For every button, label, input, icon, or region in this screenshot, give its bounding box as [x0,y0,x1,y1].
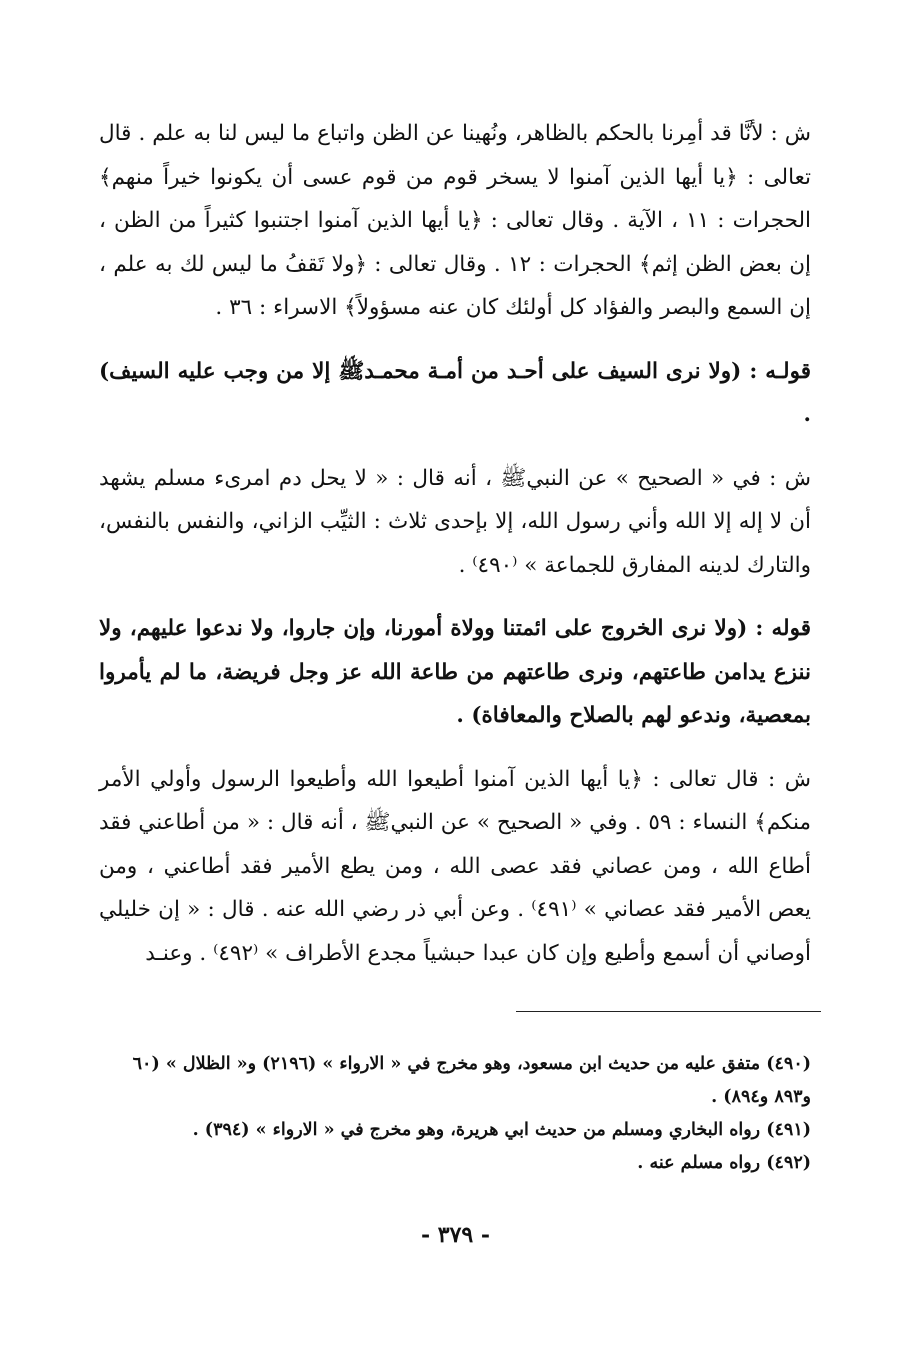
footnote-492: (٤٩٢) رواه مسلم عنه . [637,1153,811,1173]
paragraph-commentary-2: ش : في « الصحيح » عن النبيﷺ ، أنه قال : « لا يحل دم امرىء مسلم يشهد أن لا إله إلا الله وأني رسول الله، إلا بإحدى ثلاث : الثيِّب الزاني، والنفس بالنفس، والتارك لدينه المفارق للجماعة » ⁽٤٩٠⁾ . [99,465,811,578]
page-number: - ٣٧٩ - [420,1222,491,1248]
footnote-separator [516,1011,821,1012]
main-text [99,112,811,975]
paragraph-commentary-3: ش : قال تعالى : ﴿يا أيها الذين آمنوا أطيعوا الله وأطيعوا الرسول وأولي الأمر منكم﴾ النساء : ٥٩ . وفي « الصحيح » عن النبيﷺ ، أنه قال : « من أطاعني فقد أطاع الله ، ومن عصاني فقد عصى الله ، ومن يطع الأمير فقد أطاعني ، ومن يعص الأمير فقد عصاني » ⁽٤٩١⁾ . وعن أبي ذر رضي الله عنه . قال : « إن خليلي أوصاني أن أسمع وأطيع وإن كان عبدا حبشياً مجدع الأطراف » ⁽٤٩٢⁾ . وعنـد [99,766,811,966]
paragraph-commentary-1: ش : لأنَّا قد أمِرنا بالحكم بالظاهر، ونُهينا عن الظن واتباع ما ليس لنا به علم . قال تعالى : ﴿يا أيها الذين آمنوا لا يسخر قوم من قوم عسى أن يكونوا خيراً منهم﴾ الحجرات : ١١ ، الآية . وقال تعالى : ﴿يا أيها الذين آمنوا اجتنبوا كثيراً من الظن ، إن بعض الظن إثم﴾ الحجرات : ١٢ . وقال تعالى : ﴿ولا تَقفُ ما ليس لك به علم ، إن السمع والبصر والفؤاد كل أولئك كان عنه مسؤولاً﴾ الاسراء : ٣٦ . [99,121,811,320]
footnotes [111,1048,811,1180]
paragraph-creed-statement-2: قوله : (ولا نرى الخروج على ائمتنا وولاة أمورنا، وإن جاروا، ولا ندعوا عليهم، ولا ننزع يدامن طاعتهم، ونرى طاعتهم من طاعة الله عز وجل فريضة، ما لم يأمروا بمعصية، وندعو لهم بالصلاح والمعافاة) . [99,616,811,728]
footnote-490: (٤٩٠) متفق عليه من حديث ابن مسعود، وهو مخرج في « الارواء » (٢١٩٦) و« الظلال » (٦٠ و٨٩٣ و٨٩٤) . [132,1054,811,1107]
paragraph-creed-statement-1: قولـه : (ولا نرى السيف على أحـد من أمـة محمـدﷺ إلا من وجب عليه السيف) . [99,358,811,427]
footnote-491: (٤٩١) رواه البخاري ومسلم من حديث ابي هريرة، وهو مخرج في « الارواء » (٣٩٤) . [192,1120,811,1140]
